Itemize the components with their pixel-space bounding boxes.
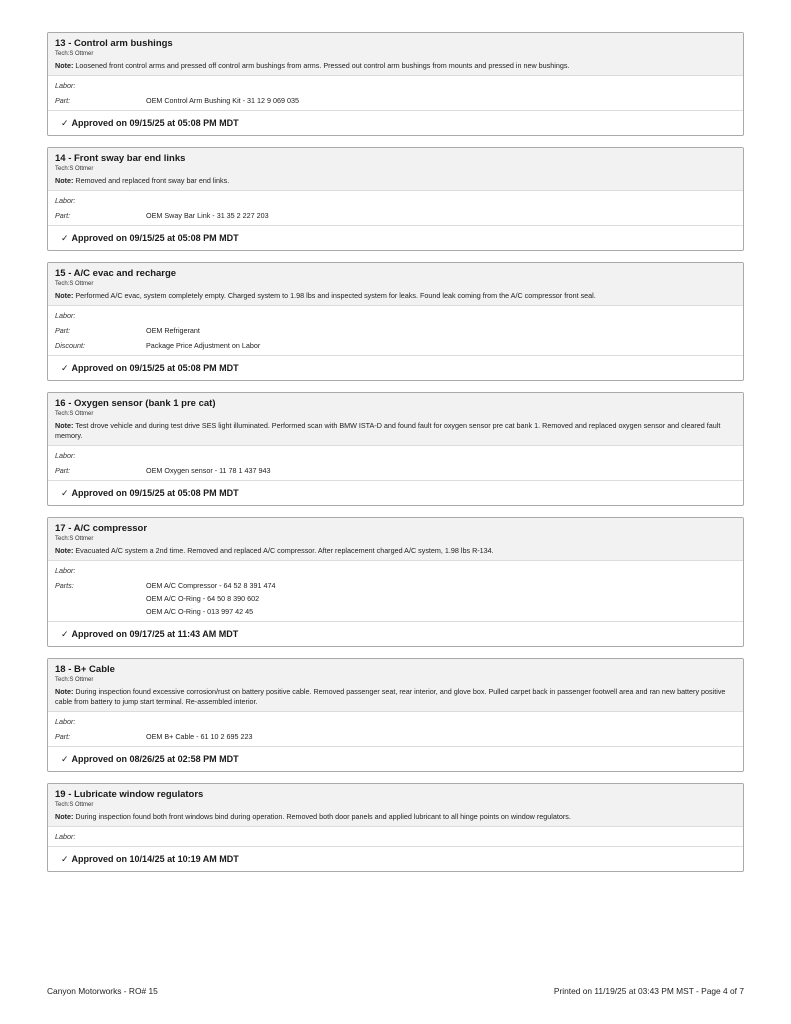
repair-order-page (47, 32, 744, 883)
line-item-description: OEM A/C O-Ring - 013 997 42 45 (146, 607, 254, 616)
note-text: Performed A/C evac, system completely empty. Charged system to 1.98 lbs and inspected system for leaks. Found leak coming from the A/C compressor front seal. (75, 291, 596, 300)
line-item-label: Labor: (55, 451, 76, 460)
job-line-items (48, 76, 743, 111)
line-item-label: Labor: (55, 566, 76, 575)
line-item-label: Part: (55, 96, 71, 105)
job-card (47, 392, 744, 506)
job-tech: Tech:S Ottmer (55, 802, 94, 808)
approval-text: Approved on 09/15/25 at 05:08 PM MDT (71, 488, 239, 498)
job-title: 15 - A/C evac and recharge (55, 268, 177, 279)
approval-status (48, 747, 743, 771)
line-item-label: Labor: (55, 81, 76, 90)
approval-status (48, 481, 743, 505)
line-item-label: Labor: (55, 196, 76, 205)
line-item-label: Labor: (55, 832, 76, 841)
job-card (47, 517, 744, 647)
checkmark-icon: ✓ (61, 233, 69, 243)
job-title: 13 - Control arm bushings (55, 38, 173, 49)
job-note (55, 291, 736, 301)
line-item-row (55, 340, 736, 352)
approval-status (48, 111, 743, 135)
footer-shop-ro: Canyon Motorworks - RO# 15 (47, 986, 158, 996)
line-item-label: Part: (55, 326, 71, 335)
job-line-items (48, 712, 743, 747)
job-line-items (48, 306, 743, 356)
job-note (55, 812, 736, 822)
line-item-row (55, 450, 736, 462)
line-item-description: OEM Control Arm Bushing Kit - 31 12 9 069 035 (146, 96, 300, 105)
line-item-row (55, 325, 736, 337)
line-item-description: OEM Refrigerant (146, 326, 200, 335)
line-item-label: Part: (55, 211, 71, 220)
line-item-values (146, 326, 200, 336)
job-header (48, 393, 743, 446)
approval-status (48, 847, 743, 871)
job-card (47, 262, 744, 381)
line-item-description: OEM B+ Cable - 61 10 2 695 223 (146, 732, 253, 741)
note-text: During inspection found excessive corrosion/rust on battery positive cable. Removed passenger seat, rear interior, and glove box. Pulled carpet back in passenger footwell area and ran new battery positive cable from battery to jump start terminal. Re-assembled interior. (55, 687, 726, 706)
note-label: Note: (55, 291, 74, 300)
job-header (48, 33, 743, 76)
job-header (48, 784, 743, 827)
job-card (47, 147, 744, 251)
line-item-values (146, 96, 299, 106)
job-note (55, 421, 736, 441)
job-tech: Tech:S Ottmer (55, 51, 94, 57)
job-line-items (48, 446, 743, 481)
line-item-row (55, 716, 736, 728)
job-note (55, 687, 736, 707)
line-item-values (146, 581, 275, 617)
checkmark-icon: ✓ (61, 629, 69, 639)
line-item-description: OEM Oxygen sensor - 11 78 1 437 943 (146, 466, 271, 475)
line-item-row (55, 731, 736, 743)
line-item-row (55, 210, 736, 222)
note-label: Note: (55, 546, 74, 555)
job-tech: Tech:S Ottmer (55, 677, 94, 683)
checkmark-icon: ✓ (61, 754, 69, 764)
note-text: Removed and replaced front sway bar end links. (75, 176, 230, 185)
job-title: 17 - A/C compressor (55, 523, 148, 534)
line-item-row (55, 310, 736, 322)
line-item-label: Part: (55, 732, 71, 741)
line-item-description: Package Price Adjustment on Labor (146, 341, 261, 350)
line-item-description: OEM A/C O-Ring - 64 50 8 390 602 (146, 594, 260, 603)
approval-text: Approved on 09/17/25 at 11:43 AM MDT (71, 629, 239, 639)
line-item-label: Labor: (55, 717, 76, 726)
line-item-values (146, 211, 269, 221)
approval-status (48, 226, 743, 250)
line-item-label: Part: (55, 466, 71, 475)
approval-status (48, 356, 743, 380)
approval-text: Approved on 09/15/25 at 05:08 PM MDT (71, 363, 239, 373)
job-line-items (48, 191, 743, 226)
job-tech: Tech:S Ottmer (55, 166, 94, 172)
job-header (48, 659, 743, 712)
job-title: 18 - B+ Cable (55, 664, 115, 675)
line-item-row (55, 580, 736, 618)
line-item-row (55, 195, 736, 207)
job-tech: Tech:S Ottmer (55, 411, 94, 417)
job-title: 16 - Oxygen sensor (bank 1 pre cat) (55, 398, 216, 409)
approval-text: Approved on 10/14/25 at 10:19 AM MDT (71, 854, 239, 864)
note-label: Note: (55, 421, 74, 430)
job-tech: Tech:S Ottmer (55, 536, 94, 542)
checkmark-icon: ✓ (61, 488, 69, 498)
approval-status (48, 622, 743, 646)
job-note (55, 61, 736, 71)
approval-text: Approved on 08/26/25 at 02:58 PM MDT (71, 754, 239, 764)
footer-print-info: Printed on 11/19/25 at 03:43 PM MST - Page 4 of 7 (553, 986, 744, 996)
line-item-values (146, 466, 271, 476)
job-title: 14 - Front sway bar end links (55, 153, 186, 164)
line-item-row (55, 831, 736, 843)
job-card (47, 658, 744, 772)
job-card (47, 32, 744, 136)
approval-text: Approved on 09/15/25 at 05:08 PM MDT (71, 118, 239, 128)
note-text: Test drove vehicle and during test drive SES light illuminated. Performed scan with BMW ISTA-D and found fault for oxygen sensor pre cat bank 1. Removed and replaced oxygen sensor and cleared fault memory. (55, 421, 721, 440)
line-item-label: Discount: (55, 341, 85, 350)
checkmark-icon: ✓ (61, 118, 69, 128)
job-card (47, 783, 744, 872)
job-header (48, 148, 743, 191)
line-item-label: Parts: (55, 581, 74, 590)
job-note (55, 176, 736, 186)
job-line-items (48, 827, 743, 847)
line-item-values (146, 732, 252, 742)
line-item-row (55, 565, 736, 577)
job-tech: Tech:S Ottmer (55, 281, 94, 287)
checkmark-icon: ✓ (61, 854, 69, 864)
line-item-values (146, 341, 260, 351)
note-label: Note: (55, 812, 74, 821)
note-label: Note: (55, 61, 74, 70)
job-line-items (48, 561, 743, 622)
job-title: 19 - Lubricate window regulators (55, 789, 204, 800)
note-text: Loosened front control arms and pressed off control arm bushings from arms. Pressed out control arm bushings from mounts and pressed in new bushings. (75, 61, 570, 70)
line-item-row (55, 80, 736, 92)
line-item-description: OEM Sway Bar Link - 31 35 2 227 203 (146, 211, 269, 220)
job-header (48, 518, 743, 561)
note-label: Note: (55, 176, 74, 185)
line-item-label: Labor: (55, 311, 76, 320)
note-label: Note: (55, 687, 74, 696)
checkmark-icon: ✓ (61, 363, 69, 373)
line-item-row (55, 465, 736, 477)
job-header (48, 263, 743, 306)
page-footer (47, 986, 744, 996)
line-item-row (55, 95, 736, 107)
note-text: During inspection found both front windows bind during operation. Removed both door panels and applied lubricant to all hinge points on window regulators. (75, 812, 571, 821)
approval-text: Approved on 09/15/25 at 05:08 PM MDT (71, 233, 239, 243)
job-note (55, 546, 736, 556)
note-text: Evacuated A/C system a 2nd time. Removed and replaced A/C compressor. After replacement charged A/C system, 1.98 lbs R-134. (75, 546, 494, 555)
line-item-description: OEM A/C Compressor - 64 52 8 391 474 (146, 581, 276, 590)
